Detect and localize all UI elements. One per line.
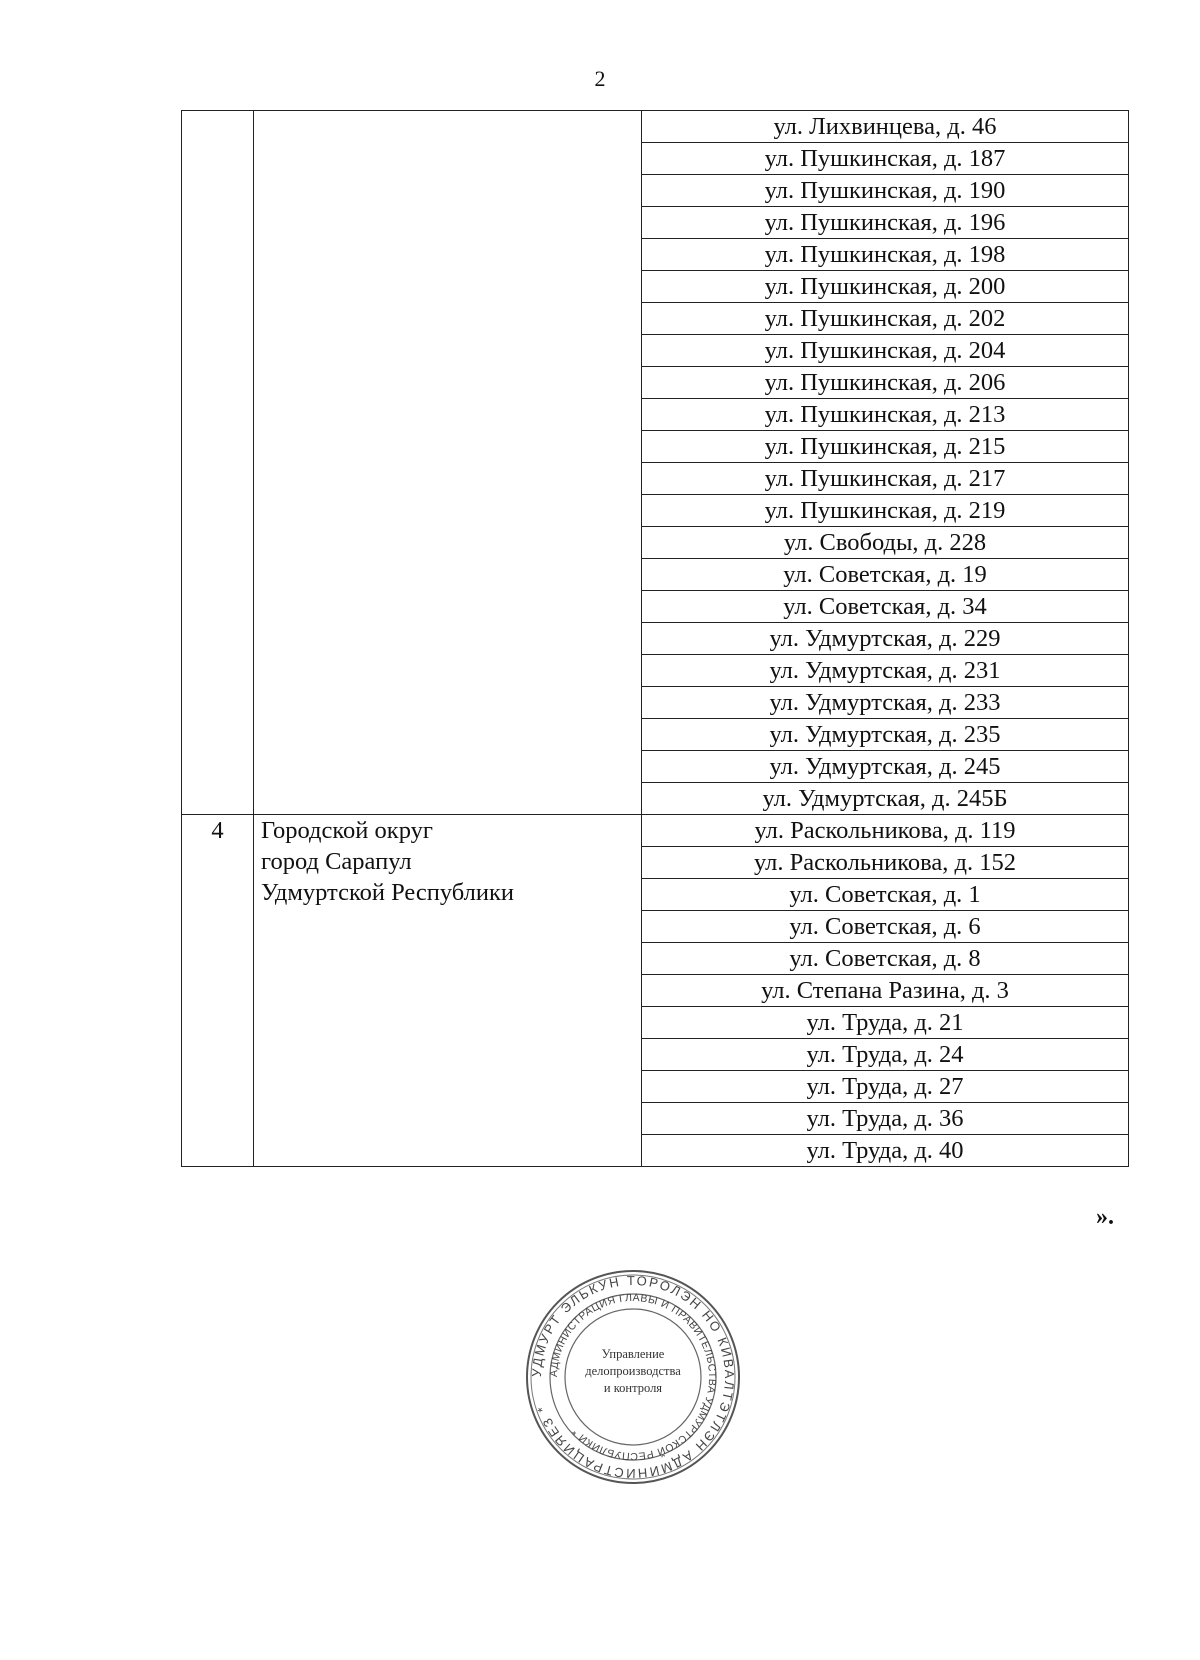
address-cell: ул. Советская, д. 19 [642, 559, 1129, 591]
address-cell: ул. Советская, д. 6 [642, 911, 1129, 943]
address-cell: ул. Удмуртская, д. 231 [642, 655, 1129, 687]
address-cell: ул. Труда, д. 36 [642, 1103, 1129, 1135]
address-cell: ул. Труда, д. 40 [642, 1135, 1129, 1167]
address-cell: ул. Пушкинская, д. 204 [642, 335, 1129, 367]
address-cell: ул. Советская, д. 8 [642, 943, 1129, 975]
municipality-cell [254, 815, 642, 1167]
address-cell: ул. Удмуртская, д. 229 [642, 623, 1129, 655]
address-table [181, 110, 1129, 1167]
address-cell: ул. Свободы, д. 228 [642, 527, 1129, 559]
address-cell: ул. Удмуртская, д. 245 [642, 751, 1129, 783]
table-row [182, 815, 1129, 847]
address-cell: ул. Удмуртская, д. 245Б [642, 783, 1129, 815]
address-cell: ул. Лихвинцева, д. 46 [642, 111, 1129, 143]
page-number: 2 [594, 66, 606, 91]
stamp-center-line: и контроля [603, 1381, 663, 1395]
address-cell: ул. Пушкинская, д. 217 [642, 463, 1129, 495]
address-cell: ул. Советская, д. 34 [642, 591, 1129, 623]
address-cell: ул. Удмуртская, д. 235 [642, 719, 1129, 751]
municipality-name-line: Удмуртской Республики [261, 879, 514, 906]
address-cell: ул. Пушкинская, д. 190 [642, 175, 1129, 207]
stamp-inner-text: АДМИНИСТРАЦИЯ ГЛАВЫ И ПРАВИТЕЛЬСТВА УДМУРТСКОЙ РЕСПУБЛИКИ * [547, 1291, 719, 1463]
address-cell: ул. Пушкинская, д. 187 [642, 143, 1129, 175]
closing-quote: ». [1096, 1204, 1114, 1230]
address-cell: ул. Пушкинская, д. 196 [642, 207, 1129, 239]
address-cell: ул. Пушкинская, д. 219 [642, 495, 1129, 527]
address-cell: ул. Пушкинская, д. 213 [642, 399, 1129, 431]
address-cell: ул. Труда, д. 24 [642, 1039, 1129, 1071]
address-cell: ул. Пушкинская, д. 200 [642, 271, 1129, 303]
municipality-name-line: город Сарапул [261, 848, 412, 875]
municipality-cell [254, 111, 642, 815]
address-cell: ул. Пушкинская, д. 198 [642, 239, 1129, 271]
address-cell: ул. Труда, д. 27 [642, 1071, 1129, 1103]
address-cell: ул. Пушкинская, д. 202 [642, 303, 1129, 335]
stamp-center-text [560, 1346, 706, 1397]
stamp-outer-text: УДМУРТ ЭЛЬКУН ТОРОЛЭН НО КИВАЛТЭТЛЭН АДМИНИСТРАЦИЯЕЗ * [528, 1272, 738, 1482]
address-cell: ул. Степана Разина, д. 3 [642, 975, 1129, 1007]
address-cell: ул. Удмуртская, д. 233 [642, 687, 1129, 719]
municipality-name-line: Городской округ [261, 817, 433, 844]
address-cell: ул. Раскольникова, д. 152 [642, 847, 1129, 879]
stamp-center-line: Управление [601, 1347, 665, 1361]
address-cell: ул. Пушкинская, д. 215 [642, 431, 1129, 463]
address-cell: ул. Советская, д. 1 [642, 879, 1129, 911]
address-cell: ул. Пушкинская, д. 206 [642, 367, 1129, 399]
address-cell: ул. Труда, д. 21 [642, 1007, 1129, 1039]
row-number-cell [182, 111, 254, 815]
table-row [182, 111, 1129, 143]
row-number-cell: 4 [182, 815, 254, 1167]
stamp-center-line: делопроизводства [585, 1364, 681, 1378]
address-cell: ул. Раскольникова, д. 119 [642, 815, 1129, 847]
